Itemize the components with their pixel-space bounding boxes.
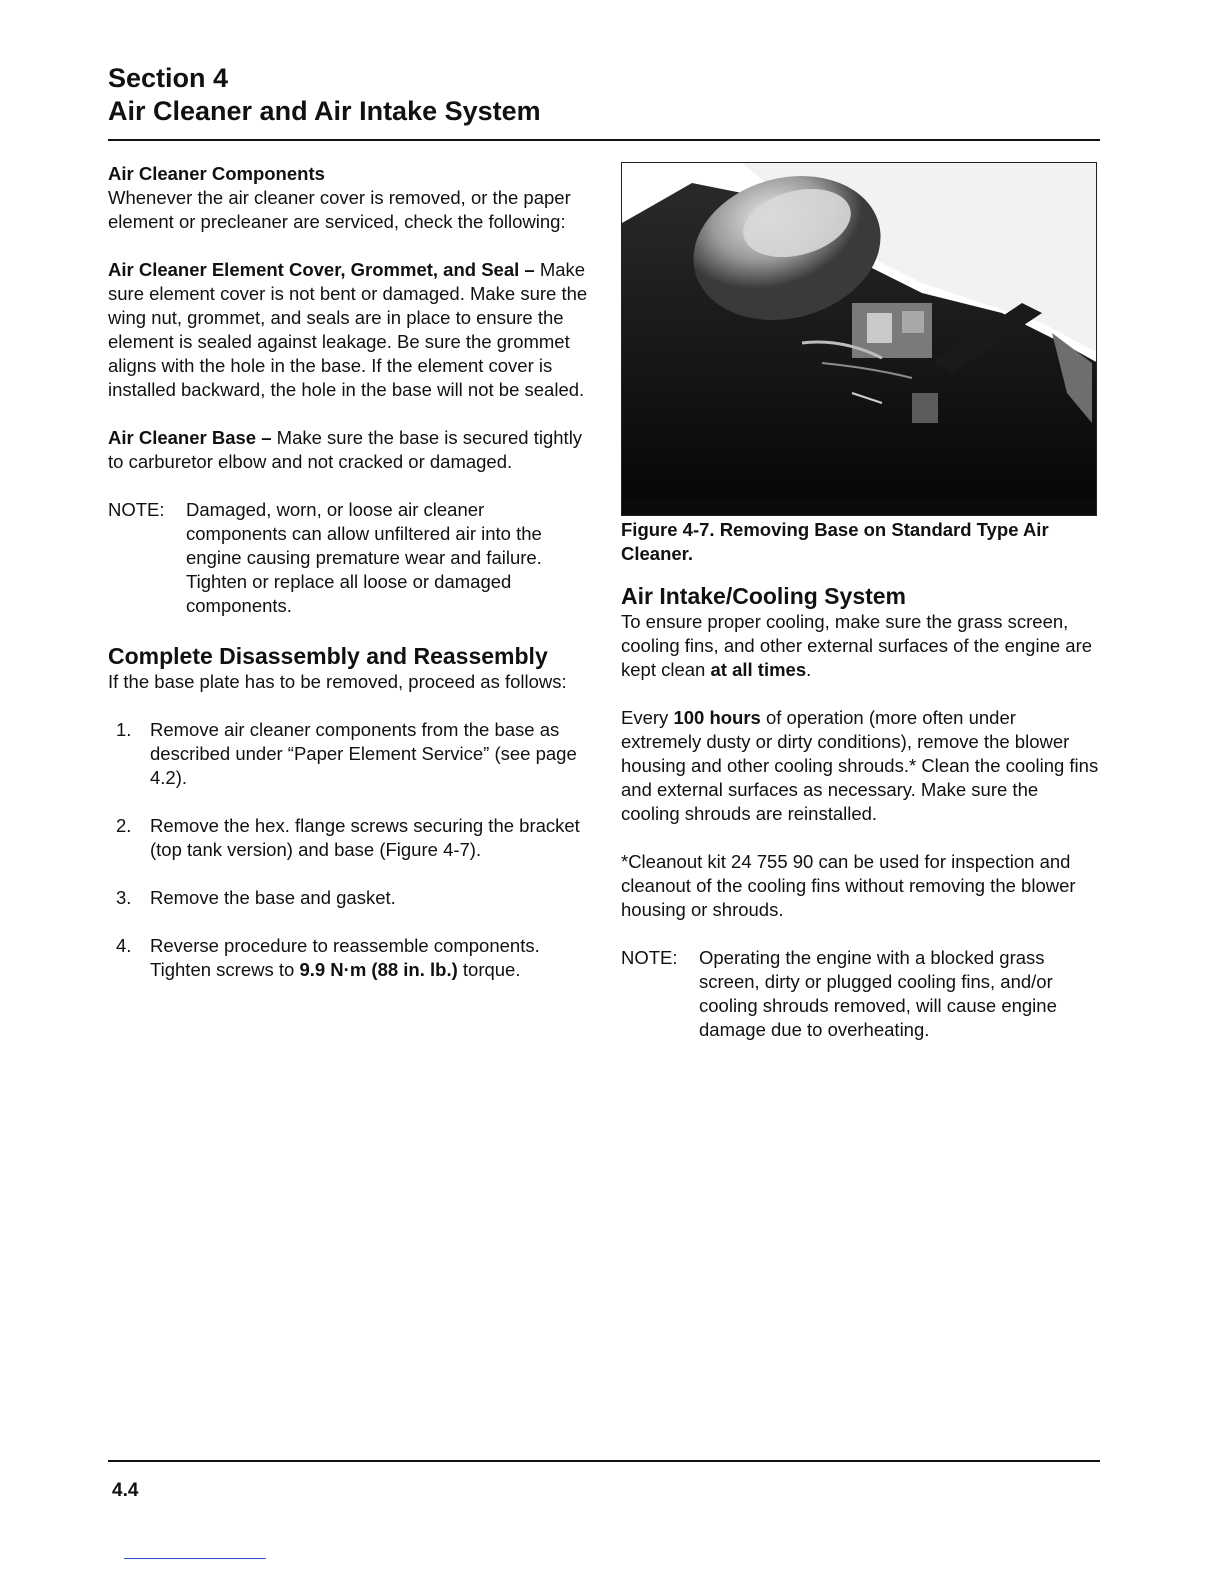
right-note: [621, 946, 1101, 1042]
section-header: [108, 62, 1100, 128]
step-number: 4.: [116, 935, 132, 956]
step-number: 3.: [116, 887, 132, 908]
step-number: 1.: [116, 719, 132, 740]
footer-underline: [124, 1558, 266, 1559]
step-text: [150, 934, 588, 982]
page-number: 4.4: [112, 1480, 139, 1501]
base-paragraph: [108, 426, 588, 474]
step-text: Remove the hex. flange screws securing the bracket (top tank version) and base (Figure 4-7).: [150, 815, 580, 860]
components-heading: Air Cleaner Components: [108, 163, 325, 184]
intake-text-end: .: [806, 659, 812, 680]
note-label: NOTE:: [108, 499, 165, 520]
cover-heading: Air Cleaner Element Cover, Grommet, and Seal –: [108, 259, 535, 280]
section-number: Section 4: [108, 63, 229, 93]
page-title: Air Cleaner and Air Intake System: [108, 96, 541, 126]
list-item: [108, 934, 588, 982]
intake-text: To ensure proper cooling, make sure the grass screen, cooling fins, and other external surfaces of the engine are kept clean: [621, 611, 1093, 680]
left-note: [108, 498, 588, 618]
interval-text-pre: Every: [621, 707, 674, 728]
cover-text: Make sure element cover is not bent or damaged. Make sure the wing nut, grommet, and seals are in place to ensure the element is sealed against leakage. Be sure the grommet aligns with the hole in the base. If the element cover is installed backward, the hole in the base will not be sealed.: [108, 259, 588, 400]
intake-heading: Air Intake/Cooling System: [621, 583, 907, 609]
note-text: Damaged, worn, or loose air cleaner components can allow unfiltered air into the engine causing premature wear and failure. Tighten or replace all loose or damaged components.: [186, 499, 542, 616]
cleanout-paragraph: *Cleanout kit 24 755 90 can be used for inspection and cleanout of the cooling fins without removing the blower housing or shrouds.: [621, 851, 1076, 920]
disassembly-intro: If the base plate has to be removed, proceed as follows:: [108, 671, 567, 692]
intake-paragraph: [621, 610, 1101, 682]
list-item: [108, 718, 588, 790]
step-number: 2.: [116, 815, 132, 836]
figure-photo: [621, 162, 1097, 516]
interval-paragraph: [621, 706, 1101, 826]
base-text: Make sure the base is secured tightly to carburetor elbow and not cracked or damaged.: [108, 427, 583, 472]
interval-text: of operation (more often under extremely dusty or dirty conditions), remove the blower housing and other cooling shrouds.* Clean the cooling fins and external surfaces as necessary. Make sure the cooling shrouds are reinstalled.: [621, 707, 1099, 824]
components-intro: Whenever the air cleaner cover is removed, or the paper element or precleaner are serviced, check the following:: [108, 187, 571, 232]
list-item: [108, 886, 588, 910]
figure-caption: Figure 4-7. Removing Base on Standard Type Air Cleaner.: [621, 519, 1049, 564]
header-rule: [108, 139, 1100, 141]
right-column: [621, 162, 1101, 1066]
step-text-post: torque.: [457, 959, 521, 980]
base-heading: Air Cleaner Base –: [108, 427, 272, 448]
steps-list: [108, 718, 588, 982]
interval-hours: 100 hours: [673, 707, 761, 728]
left-column: [108, 162, 588, 1006]
step-text-pre: Reverse procedure to reassemble components. Tighten screws to: [150, 935, 540, 980]
step-text: Remove the base and gasket.: [150, 887, 396, 908]
torque-value: 9.9 N·m (88 in. lb.): [299, 959, 458, 980]
disassembly-heading: Complete Disassembly and Reassembly: [108, 643, 548, 669]
note-label: NOTE:: [621, 947, 678, 968]
step-text: Remove air cleaner components from the base as described under “Paper Element Service” (see page 4.2).: [150, 719, 577, 788]
footer-rule: [108, 1460, 1100, 1462]
note-text: Operating the engine with a blocked grass screen, dirty or plugged cooling fins, and/or cooling shrouds removed, will cause engine damage due to overheating.: [699, 947, 1057, 1040]
engine-photo-illustration: [622, 163, 1097, 516]
cover-paragraph: [108, 258, 588, 402]
list-item: [108, 814, 588, 862]
intake-emphasis: at all times: [710, 659, 807, 680]
